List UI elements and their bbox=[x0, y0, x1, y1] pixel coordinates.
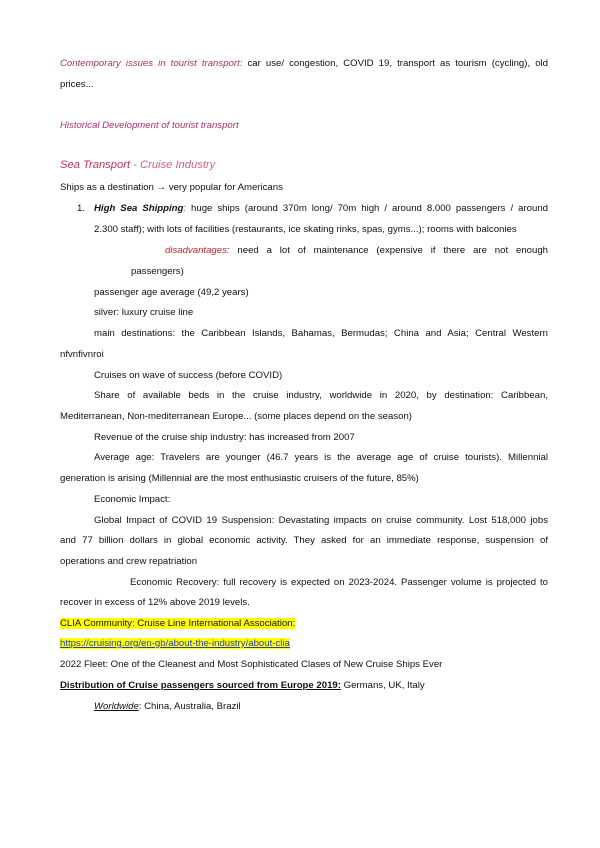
global-impact-line-1: Global Impact of COVID 19 Suspension: Devastating impacts on cruise community. Lost 518,000 jobs bbox=[94, 515, 548, 526]
sea-transport-heading bbox=[60, 158, 215, 172]
distribution-line bbox=[60, 680, 425, 692]
clia-heading bbox=[60, 618, 295, 630]
economic-impact: Economic Impact: bbox=[94, 494, 171, 505]
list-number: 1. bbox=[77, 203, 86, 214]
average-age-line-2: generation is arising (Millennial are the most enthusiastic cruisers of the future, 85%) bbox=[60, 473, 419, 484]
sea-subtitle: Cruise Industry bbox=[140, 159, 216, 171]
fleet-line: 2022 Fleet: One of the Cleanest and Most Sophisticated Clases of New Cruise Ships Ever bbox=[60, 659, 443, 670]
destinations-line-2: nfvnfivnroi bbox=[60, 349, 104, 360]
recovery-line-1: Economic Recovery: full recovery is expected on 2023-2024. Passenger volume is projected to bbox=[130, 577, 548, 588]
disadvantages-line-1 bbox=[165, 245, 548, 257]
sea-title-sep: - bbox=[130, 159, 141, 171]
passenger-age: passenger age average (49,2 years) bbox=[94, 287, 249, 298]
contemporary-heading: Contemporary issues in tourist transport: bbox=[60, 58, 243, 69]
high-sea-text-2: 2.300 staff); with lots of facilities (restaurants, ice skating rinks, spas, gyms...); rooms with balconies bbox=[94, 224, 517, 235]
average-age-line-1: Average age: Travelers are younger (46.7 years is the average age of cruise tourists). Millennial bbox=[94, 452, 548, 463]
disadvantages-text-2: passengers) bbox=[131, 266, 184, 277]
clia-link[interactable]: https://cruising.org/en-gb/about-the-industry/about-clia bbox=[60, 638, 290, 649]
contemporary-line-1 bbox=[60, 58, 548, 70]
revenue-line: Revenue of the cruise ship industry: has increased from 2007 bbox=[94, 432, 355, 443]
disadvantages-text-1: need a lot of maintenance (expensive if there are not enough bbox=[229, 245, 548, 256]
ships-line: Ships as a destination → very popular for Americans bbox=[60, 182, 283, 193]
share-line-1: Share of available beds in the cruise industry, worldwide in 2020, by destination: Caribbean, bbox=[94, 390, 548, 401]
worldwide-label: Worldwide bbox=[94, 701, 139, 712]
share-line-2: Mediterranean, Non-mediterranean Europe... (some places depend on the season) bbox=[60, 411, 412, 422]
recovery-line-2: recover in excess of 12% above 2019 levels. bbox=[60, 597, 250, 608]
global-impact-line-3: operations and crew repatriation bbox=[60, 556, 198, 567]
clia-label: CLIA Community: Cruise Line International Association: bbox=[60, 618, 296, 629]
global-impact-line-2: and 77 billion dollars in global economic activity. They asked for an immediate response, suspension of bbox=[60, 535, 548, 546]
distribution-label: Distribution of Cruise passengers sourced from Europe 2019: bbox=[60, 680, 341, 691]
distribution-value: Germans, UK, Italy bbox=[340, 680, 425, 691]
clia-link-line bbox=[60, 638, 290, 650]
cruises-wave: Cruises on wave of success (before COVID) bbox=[94, 370, 283, 381]
high-sea-text-1: huge ships (around 370m long/ 70m high / around 8.000 passengers / around bbox=[186, 203, 548, 214]
worldwide-line bbox=[94, 701, 241, 713]
high-sea-colon: : bbox=[183, 203, 187, 214]
contemporary-text-1: car use/ congestion, COVID 19, transport as tourism (cycling), old bbox=[242, 58, 548, 69]
destinations-line-1: main destinations: the Caribbean Islands, Bahamas, Bermudas; China and Asia; Central Western bbox=[94, 328, 548, 339]
sea-title: Sea Transport bbox=[60, 159, 131, 171]
contemporary-text-2: prices... bbox=[60, 79, 94, 90]
historical-heading: Historical Development of tourist transport bbox=[60, 120, 239, 131]
worldwide-value: : China, Australia, Brazil bbox=[138, 701, 241, 712]
disadvantages-label: disadvantages: bbox=[165, 245, 230, 256]
silver-line: silver: luxury cruise line bbox=[94, 307, 194, 318]
high-sea-line-1 bbox=[94, 203, 548, 215]
high-sea-label: High Sea Shipping bbox=[94, 203, 184, 214]
